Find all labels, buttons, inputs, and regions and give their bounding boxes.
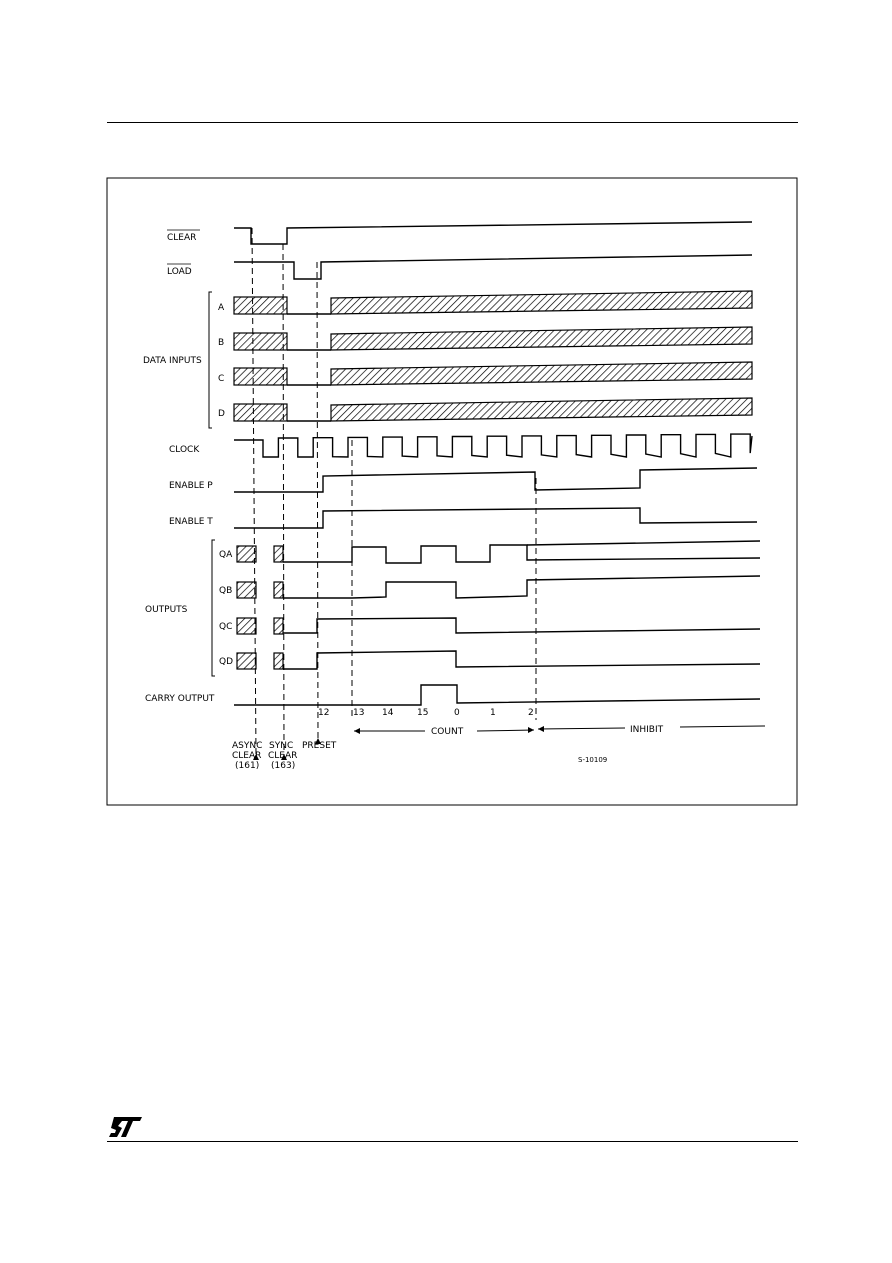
figure-code: S-10109 <box>578 756 608 764</box>
clear-label: CLEAR <box>167 233 197 243</box>
count-label-1: 1 <box>490 708 496 718</box>
load-waveform <box>234 255 752 279</box>
st-logo <box>108 1116 144 1138</box>
sync-clear-line1: SYNC <box>269 741 294 751</box>
figure-frame <box>107 178 797 805</box>
input-d-hatch-pre <box>234 404 287 421</box>
count-label-2: 2 <box>528 708 534 718</box>
inhibit-span-left <box>538 728 625 729</box>
preset-label: PRESET <box>302 741 337 751</box>
input-b-hatch-pre <box>234 333 287 350</box>
input-b-label: B <box>218 338 225 348</box>
sync-clear-line2: CLEAR <box>268 751 298 761</box>
async-clear-line3: (161) <box>235 761 260 771</box>
count-phase-label: COUNT <box>431 727 464 737</box>
input-b-hatch-post <box>331 327 752 350</box>
carry-output-label: CARRY OUTPUT <box>145 694 215 704</box>
count-arrow-right <box>528 727 534 733</box>
outputs-label: OUTPUTS <box>145 605 188 615</box>
count-label-15: 15 <box>417 708 429 718</box>
async-clear-line2: CLEAR <box>232 751 262 761</box>
load-label: LOAD <box>167 267 192 277</box>
sync-clear-marker <box>283 244 284 755</box>
data-inputs-bracket <box>209 292 212 428</box>
outputs-bracket <box>212 540 215 676</box>
input-a-label: A <box>218 303 225 313</box>
data-inputs-label: DATA INPUTS <box>143 356 202 366</box>
enable-t-label: ENABLE T <box>169 517 213 527</box>
qa-hatch-sync <box>274 546 283 562</box>
qb-hatch-async <box>237 582 256 598</box>
qa-waveform-branch <box>527 541 760 545</box>
input-c-label: C <box>218 374 225 384</box>
clear-waveform <box>234 222 752 244</box>
waveforms <box>234 222 765 760</box>
qb-waveform <box>283 576 760 598</box>
input-d-hatch-post <box>331 398 752 421</box>
qb-label: QB <box>219 586 233 596</box>
count-label-0: 0 <box>454 708 460 718</box>
async-clear-line1: ASYNC <box>232 741 263 751</box>
input-a-hatch-pre <box>234 297 287 314</box>
count-arrow-left <box>354 728 360 734</box>
input-d-label: D <box>218 409 225 419</box>
qd-label: QD <box>219 657 234 667</box>
inhibit-phase-label: INHIBIT <box>630 725 664 735</box>
qd-hatch-async <box>237 653 256 669</box>
inhibit-span-right <box>680 726 765 727</box>
qc-waveform <box>283 618 760 633</box>
count-label-12: 12 <box>318 708 330 718</box>
qd-hatch-sync <box>274 653 283 669</box>
enable-t-waveform <box>234 508 757 528</box>
clock-label: CLOCK <box>169 445 200 455</box>
qc-hatch-sync <box>274 618 283 634</box>
enable-p-waveform <box>234 468 757 492</box>
qb-hatch-sync <box>274 582 283 598</box>
qd-waveform <box>283 651 760 669</box>
clock-waveform <box>234 434 752 457</box>
enable-p-label: ENABLE P <box>169 481 213 491</box>
input-a-hatch-post <box>331 291 752 314</box>
inhibit-arrow-left <box>538 726 544 732</box>
qa-waveform <box>283 545 760 563</box>
qc-label: QC <box>219 622 233 632</box>
qa-label: QA <box>219 550 233 560</box>
input-c-hatch-post <box>331 362 752 385</box>
st-logo-mark <box>109 1117 142 1137</box>
input-c-hatch-pre <box>234 368 287 385</box>
count-label-13: 13 <box>353 708 365 718</box>
sync-clear-line3: (163) <box>271 761 296 771</box>
count-span-right <box>477 730 534 731</box>
count-label-14: 14 <box>382 708 394 718</box>
qa-hatch-async <box>237 546 256 562</box>
carry-output-waveform <box>234 685 760 705</box>
qc-hatch-async <box>237 618 256 634</box>
